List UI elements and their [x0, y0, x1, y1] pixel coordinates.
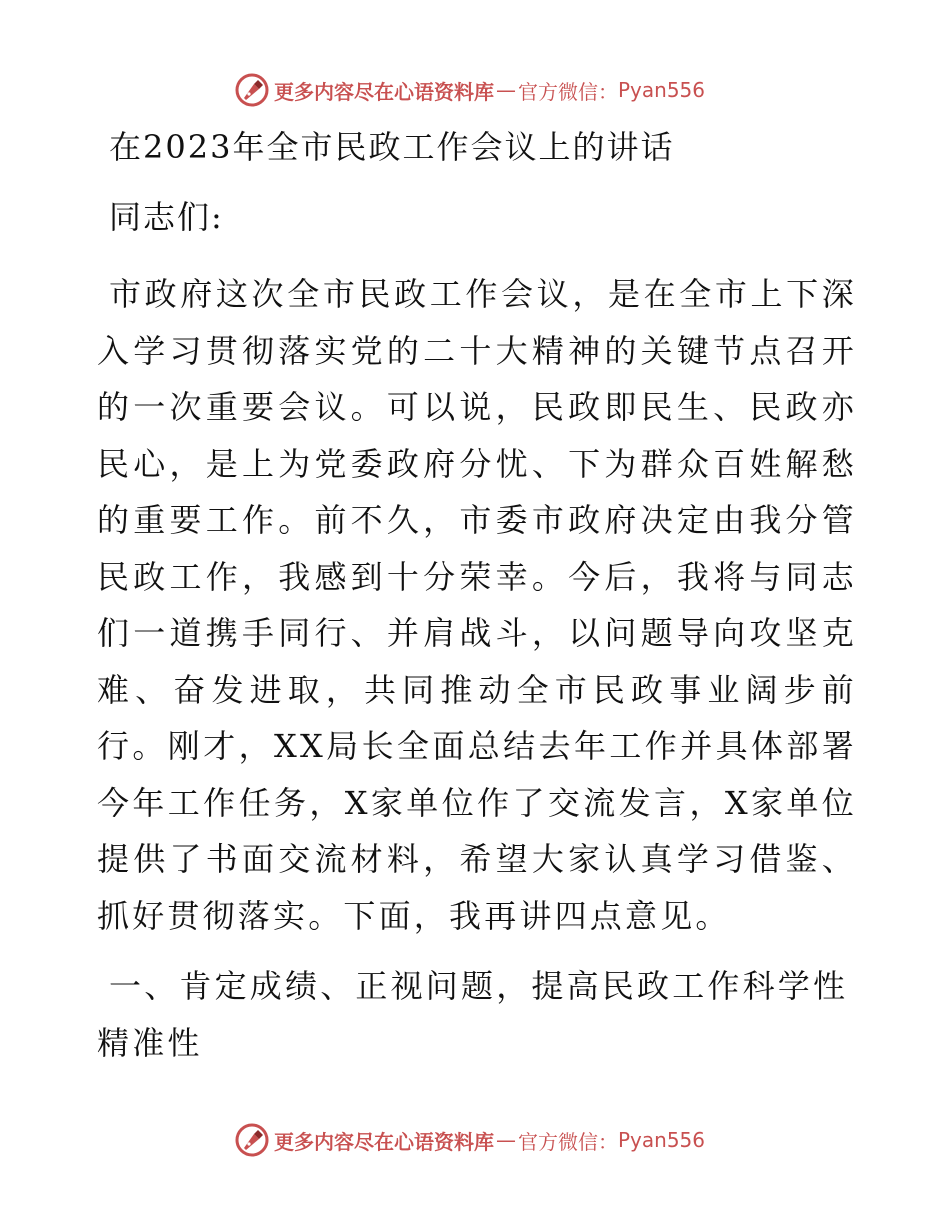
document-body [97, 122, 857, 1071]
footer-watermark [234, 1120, 705, 1160]
watermark-text: 更多内容尽在心语资料库 [274, 1129, 494, 1154]
watermark-dash: — [496, 78, 516, 102]
pen-nib-circle-icon [234, 72, 270, 108]
pen-nib-circle-icon [234, 1122, 270, 1158]
body-paragraph: 市政府这次全市民政工作会议，是在全市上下深入学习贯彻落实党的二十大精神的关键节点召开的一次重要会议。可以说，民政即民生、民政亦民心，是上为党委政府分忧、下为群众百姓解愁的重要工作。前不久，市委市政府决定由我分管民政工作，我感到十分荣幸。今后，我将与同志们一道携手同行、并肩战斗，以问题导向攻坚克难、奋发进取，共同推动全市民政事业阔步前行。刚才，XX局长全面总结去年工作并具体部署今年工作任务，X家单位作了交流发言，X家单位提供了书面交流材料，希望大家认真学习借鉴、抓好贯彻落实。下面，我再讲四点意见。 [97, 275, 857, 935]
watermark-wechat-id: Pyan556 [618, 1128, 706, 1152]
watermark-wechat-id: Pyan556 [618, 78, 706, 102]
watermark-label: 官方微信： [518, 79, 618, 104]
document-title: 在2023年全市民政工作会议上的讲话 [109, 128, 675, 166]
document-greeting: 同志们: [109, 198, 224, 236]
watermark-dash: — [496, 1128, 516, 1152]
header-watermark [234, 70, 705, 110]
section-heading: 一、肯定成绩、正视问题，提高民政工作科学性精准性 [97, 967, 849, 1062]
watermark-text: 更多内容尽在心语资料库 [274, 79, 494, 104]
watermark-label: 官方微信： [518, 1129, 618, 1154]
